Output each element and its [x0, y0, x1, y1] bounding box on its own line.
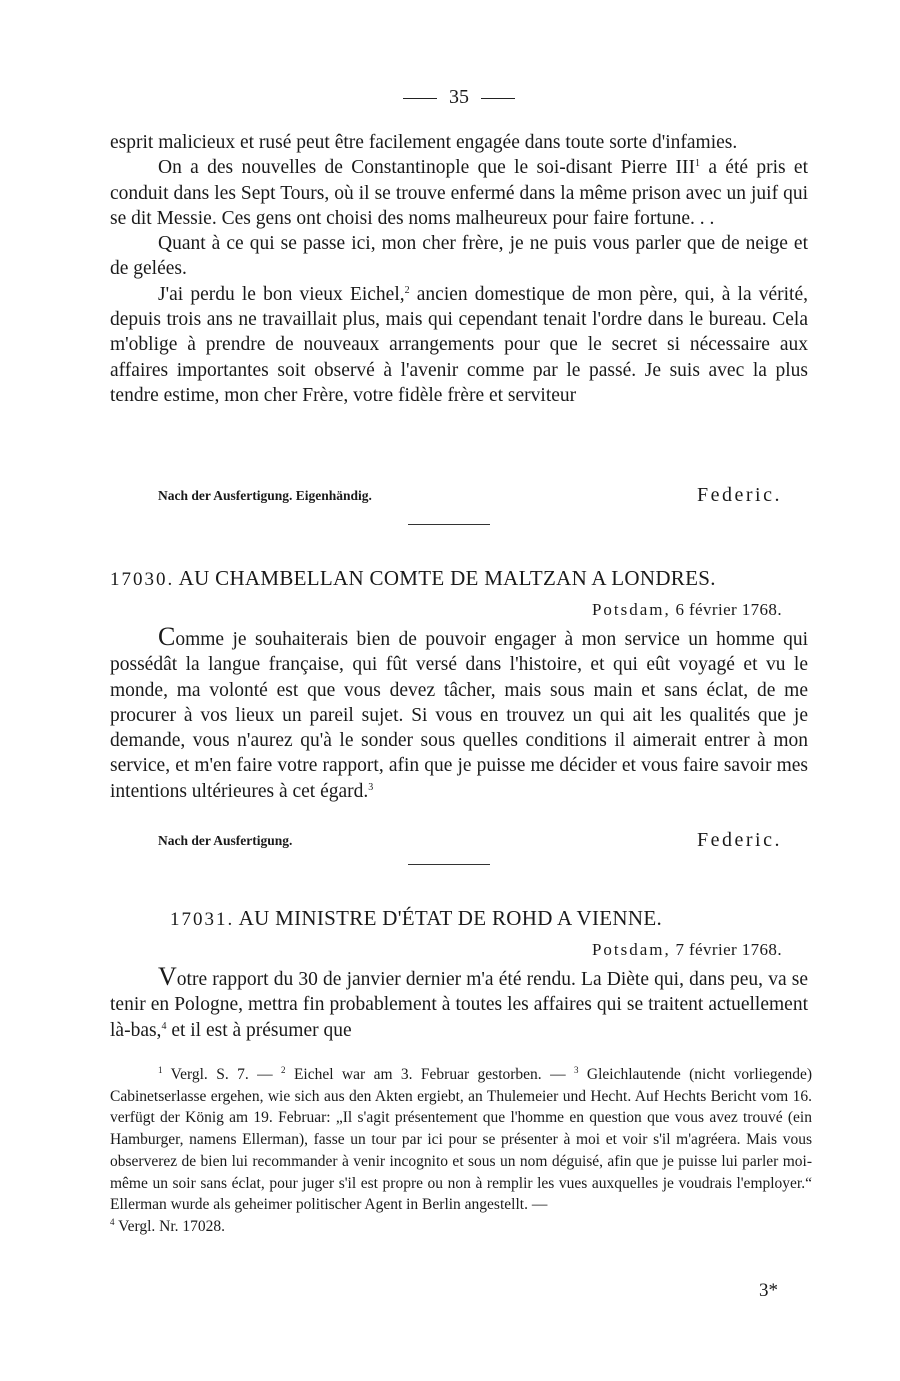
paragraph: esprit malicieux et rusé peut être facilement engagée dans toute sorte d'infamies. — [110, 132, 738, 153]
paragraph: Comme je souhaiterais bien de pouvoir engager à mon service un homme qui possédât la langue française, qui fût versé dans l'histoire, et qui eût voyagé et vu le monde, ma volonté est que vous devez tâcher, mais sous main et sans éclat, de me procurer à vos lieux un pareil sujet. Si vous en trouvez un qui ait les qualités que je demande, vous n'aurez qu'à le sonder sous quelles conditions il aimerait entrer à mon service, et m'en faire votre rapport, afin que je puisse me décider et vous faire savoir mes intentions ultérieures à cet égard.$^3$ — [110, 622, 808, 802]
source-note: Nach der Ausfertigung. — [158, 833, 293, 848]
section-divider — [408, 524, 490, 525]
letter-heading — [110, 566, 808, 591]
letter-continuation — [110, 130, 808, 408]
footnote-ref: 2 — [404, 284, 410, 296]
section-divider — [408, 864, 490, 865]
letter-number: 17030. — [110, 569, 175, 590]
dateline — [592, 600, 782, 620]
footnote-ref: 4 — [161, 1020, 167, 1032]
date: 7 février 1768. — [675, 940, 782, 959]
footnote-ref: 3 — [368, 781, 374, 793]
paragraph: J'ai perdu le bon vieux Eichel,$^2$ ancien domestique de mon père, qui, à la vérité, depuis trois ans ne travaillait plus, mais qui cependant tenait l'ordre dans le bureau. Cela m'oblige à prendre de nouveaux arrangements pour que le secret si nécessaire aux affaires importantes soit observé à l'avenir comme par le passé. Je suis avec la plus tendre estime, mon cher Frère, votre fidèle frère et serviteur — [110, 283, 809, 406]
paragraph: Quant à ce qui se passe ici, mon cher frère, je ne puis vous parler que de neige et de gelées. — [110, 233, 808, 280]
signature: Federic. — [697, 829, 782, 851]
signature-line — [110, 484, 808, 508]
letter-body — [110, 624, 808, 804]
document-page — [110, 0, 812, 1381]
page-number: 35 — [449, 86, 469, 108]
signature-line — [110, 829, 808, 853]
header-dash-left — [403, 98, 437, 99]
source-note: Nach der Ausfertigung. Eigenhändig. — [158, 488, 372, 503]
sheet-signature-mark: 3* — [759, 1280, 778, 1301]
letter-body — [110, 964, 808, 1043]
footnote-ref: 1 — [695, 158, 700, 170]
footnotes — [110, 1064, 812, 1238]
paragraph: On a des nouvelles de Constantinople que le soi-disant Pierre III$^1$ a été pris et conduit dans les Sept Tours, où il se trouve enfermé dans la même prison avec un juif qui se dit Messie. Ces gens ont choisi des noms malheureux pour faire fortune. . . — [110, 157, 808, 229]
place: Potsdam, — [591, 600, 671, 619]
dateline — [592, 940, 782, 960]
page-header — [110, 86, 808, 109]
letter-title: AU CHAMBELLAN COMTE DE MALTZAN A LONDRES. — [178, 566, 716, 590]
signature: Federic. — [697, 484, 782, 506]
header-dash-right — [481, 98, 515, 99]
date: 6 février 1768. — [675, 600, 782, 619]
letter-heading — [170, 906, 808, 931]
paragraph: Votre rapport du 30 de janvier dernier m'a été rendu. La Diète qui, dans peu, va se tenir en Pologne, mettra fin probablement à toutes les affaires qui se traitent actuellement là-bas,$^4$ et il est à présumer que — [110, 962, 808, 1041]
letter-number: 17031. — [170, 909, 235, 930]
footnote-block: $^1$ Vergl. S. 7. — $^2$ Eichel war am 3. Februar gestorben. — $^3$ Gleichlautende (nicht vorliegende) Cabinetserlasse ergehen, wie sich aus den Akten ergiebt, an Thulemeier und Hecht. Auf Hechts Bericht vom 16. verfügt der König am 19. Februar: „Il s'agit présentement que l'homme en question que vous avez trouvé (ein Hamburger, namens Ellerman), fasse un tour par ici pour se présenter à moi et voir s'il m'agréera. Mais vous observerez de bien lui recommander à venir incognito et sous un nom déguisé, afin que je puisse lui parler moi-même un soir sans éclat, pour juger s'il est propre ou non à remplir les vues auxquelles je voudrais l'employer.“ Ellerman wurde als geheimer politischer Agent in Berlin angestellt. — $^4$ Vergl. Nr. 17028. — [110, 1065, 812, 1235]
letter-title: AU MINISTRE D'ÉTAT DE ROHD A VIENNE. — [238, 906, 663, 930]
place: Potsdam, — [591, 940, 671, 959]
